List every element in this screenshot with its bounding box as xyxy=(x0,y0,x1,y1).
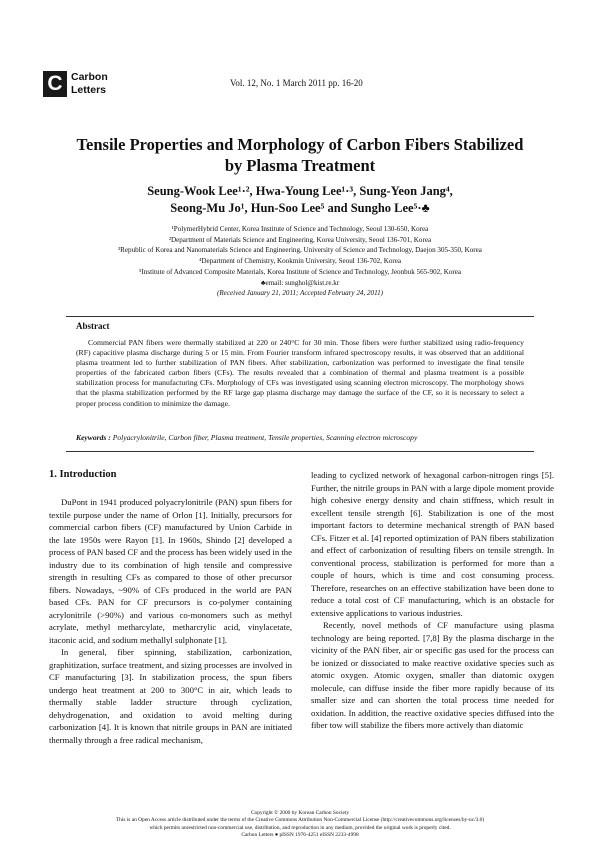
footer-license-cont: which permits unrestricted non-commercial use, distribution, and reproduction in any medium, provided the original work is properly cited. xyxy=(149,824,451,831)
page-footer xyxy=(40,810,560,839)
affiliation-3: ³Republic of Korea and Nanomaterials Science and Engineering, University of Science and Technology, Daejon 305-350, Korea xyxy=(118,246,482,255)
keywords-text: Polyacrylonitrile, Carbon fiber, Plasma treatment, Tensile properties, Scanning electron microscopy xyxy=(112,433,418,442)
affiliation-1: ¹PolymerHybrid Center, Korea Institute of Science and Technology, Seoul 130-650, Korea xyxy=(171,225,429,233)
intro-paragraph-2: In general, fiber spinning, stabilization, carbonization, graphitization, surface treatment, and sizing processes are involved in CF manufacturing [3]. In stabilization process, the spun fibers undergo heat treatment at 200 to 300°C in air, which leads to thermally stable ladder structure through cyclization, dehydrogenation, and oxidation to avoid melting during carbonization [4]. It is known that nitrile groups in PAN are initiated thermally through a free radical mechanism, xyxy=(49,647,292,745)
logo-line-2: Letters xyxy=(71,83,107,96)
authors-line-1: Seung-Wook Lee¹·², Hwa-Young Lee¹·³, Sung-Yeon Jang⁴, xyxy=(147,184,453,198)
logo-letter: C xyxy=(47,72,63,95)
affiliation-4: ⁴Department of Chemistry, Kookmin University, Seoul 136-702, Korea xyxy=(198,257,402,266)
journal-logo xyxy=(43,71,123,101)
paper-title xyxy=(40,134,560,176)
journal-info: Vol. 12, No. 1 March 2011 pp. 16-20 xyxy=(230,78,363,88)
abstract-heading: Abstract xyxy=(76,321,110,331)
author-list xyxy=(40,183,560,217)
authors-line-2: Seong-Mu Jo¹, Hun-Soo Lee⁵ and Sungho Lee⁵·♣ xyxy=(170,201,430,215)
logo-text xyxy=(71,71,108,96)
right-paragraph-2: Recently, novel methods of CF manufacture using plasma technology are being reported. [7,8] By the plasma discharge in the vicinity of the PAN fiber, air or specific gas used for the process can be ionized or dissociated to make reactive oxidative species such as atomic oxygen. Atomic oxygen, smaller than diatomic oxygen molecule, can diffuse inside the fiber more rapidly because of its smaller size and can shorten the total process time needed for oxidation. In addition, the reactive oxidative species diffused into the fiber tow will stabilize the fibers more actively than diatomic xyxy=(311,620,554,730)
right-paragraph-1: leading to cyclized network of hexagonal carbon-nitrogen rings [5]. Further, the nitrile groups in PAN with a large dipole moment provide high cohesive energy density and chain stiffness, which result in excellent tensile strength [6]. Stabilization is one of the most important factors to determine mechanical strength of PAN based CFs. Fitzer et al. [4] reported optimization of PAN fibers stabilization and effect of carbonization of resulting fibers on tensile strength. In conventional process, stabilization is performed for more than a couple of hours, which is time and cost consuming process. Therefore, researches on an effective stabilization have been done to reduce a total cost of CF manufacturing, which is an obstacle for extensive applications to various industries. xyxy=(311,470,554,618)
footer-license: This is an Open Access article distributed under the terms of the Creative Commons Attribution Non-Commercial License (http://creativecommons.org/licenses/by-nc/3.0) xyxy=(115,817,485,824)
corresponding-email: ♣email: sunghol@kist.re.kr xyxy=(260,278,340,287)
left-column xyxy=(49,469,292,746)
right-column xyxy=(311,469,554,732)
affiliation-2: ²Department of Materials Science and Engineering, Korea University, Seoul 136-701, Korea xyxy=(168,235,432,244)
abstract-section xyxy=(66,316,534,452)
footer-copyright: Copyright © 2000 by Korean Carbon Society xyxy=(250,810,350,816)
affiliation-5: ⁵Institute of Advanced Composite Materials, Korea Institute of Science and Technology, Jeonbuk 565-902, Korea xyxy=(138,267,462,276)
footer-issn: Carbon Letters ● pISSN 1976-4251 eISSN 2233-4998 xyxy=(241,831,359,838)
keywords xyxy=(76,433,528,442)
keywords-label: Keywords : xyxy=(76,433,111,442)
title-line-2: by Plasma Treatment xyxy=(224,156,376,175)
affiliations xyxy=(40,224,560,299)
title-line-1: Tensile Properties and Morphology of Carbon Fibers Stabilized xyxy=(76,135,524,154)
logo-line-1: Carbon xyxy=(71,71,108,83)
received-dates: (Received January 21, 2011; Accepted February 24, 2011) xyxy=(216,289,384,298)
section-heading-introduction: 1. Introduction xyxy=(49,469,117,480)
abstract-text: Commercial PAN fibers were thermally stabilized at 220 or 240°C for 30 min. Those fibers were further stabilized using radio-frequency (RF) capacitive plasma discharge during 5 or 15 min. From Fourier transform infrared spectroscopy results, it was observed that an additional plasma treatment led to further stabilization of PAN fibers. After stabilization, carbonization was performed to investigate the final tensile properties of the fabricated carbon fibers (CFs). The results revealed that a combination of thermal and plasma treatment is a possible stabilization process for manufacturing CFs. Morphology of CFs was investigated using scanning electron microscopy. The morphology shows that the plasma stabilization performed by the RF large gap plasma discharge may damage the surface of the CF, so it is necessary to select a proper process condition to minimize the damage. xyxy=(76,338,524,408)
intro-paragraph-1: DuPont in 1941 produced polyacrylonitrile (PAN) spun fibers for textile purpose under the name of Orlon [1]. Initially, precursors for commercial carbon fibers (CF) manufactured by Union Carbide in the late 1950s were Rayon [1]. In 1960s, Shindo [2] developed a process of PAN based CF and the process has been widely used in the industry due to its combination of high tensile and compressive strength in resulting CFs as compared to those of other precursor fibers. Nowadays, ~90% of CFs produced in the world are PAN based CFs. PAN for CF precursors is co-polymer containing acrylonitrile (>90%) and various co-monomers such as methyl acrylate, methyl metharcylate, metharcrylic acid, vinylacetate, itaconic acid, and sodium methallyl sulphonate [1]. xyxy=(49,497,292,645)
